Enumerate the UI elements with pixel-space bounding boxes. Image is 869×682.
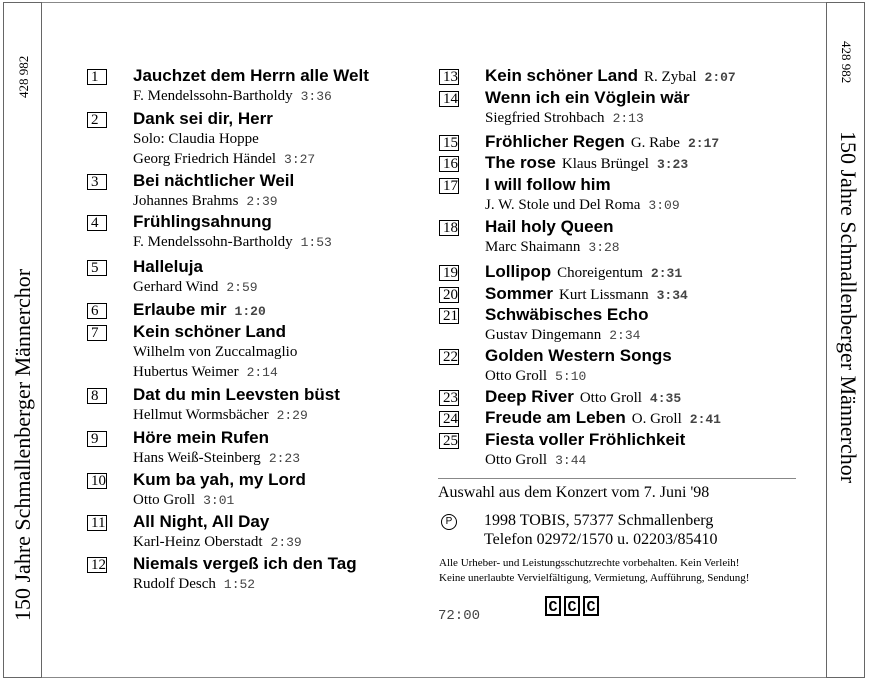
- duration: 2:39: [246, 194, 278, 209]
- composer: Johannes Brahms: [133, 193, 239, 209]
- track-title-row: [133, 300, 266, 320]
- track-number: 5: [87, 260, 107, 276]
- duration: 1:20: [234, 304, 266, 319]
- track-title-row: [485, 430, 685, 450]
- track-title-row: [485, 132, 719, 152]
- credit-line: [133, 344, 297, 361]
- credit-line: [485, 239, 620, 256]
- track-title-row: [133, 109, 273, 129]
- composer: Siegfried Strohbach: [485, 110, 605, 126]
- track-number: 8: [87, 388, 107, 404]
- track-title-row: [485, 217, 613, 237]
- composer: Hellmut Wormsbächer: [133, 407, 269, 423]
- track-title-row: [485, 346, 672, 366]
- duration: 2:34: [609, 328, 641, 343]
- track-title: The rose: [485, 153, 556, 172]
- duration: 3:36: [300, 89, 332, 104]
- duration: 3:23: [656, 157, 689, 172]
- composer: Solo: Claudia Hoppe: [133, 131, 259, 147]
- rights-line-1: Alle Urheber- und Leistungsschutzrechte vorbehalten. Kein Verleih!: [439, 557, 740, 569]
- track-title-row: [133, 470, 306, 490]
- duration: 2:17: [687, 136, 720, 151]
- track-title: Wenn ich ein Vöglein wär: [485, 88, 690, 107]
- credit-line: [133, 279, 258, 296]
- track-number: 3: [87, 174, 107, 190]
- credit-line: [133, 450, 300, 467]
- left-spine: [3, 2, 42, 678]
- track-number: 14: [439, 91, 459, 107]
- duration: 3:34: [656, 288, 688, 303]
- duration: 3:44: [555, 453, 587, 468]
- track-title-row: [485, 408, 721, 428]
- track-number: 10: [87, 473, 107, 489]
- track-title-row: [485, 88, 690, 108]
- track-title: Deep River: [485, 387, 574, 406]
- track-number: 23: [439, 390, 459, 406]
- duration: 2:31: [650, 266, 683, 281]
- track-number: 12: [87, 557, 107, 573]
- track-number: 11: [87, 515, 107, 531]
- track-title: Kein schöner Land: [133, 322, 287, 341]
- concert-note: Auswahl aus dem Konzert vom 7. Juni '98: [438, 484, 710, 501]
- duration: 2:14: [246, 365, 278, 380]
- track-title-row: [133, 428, 269, 448]
- track-number: 13: [439, 69, 459, 85]
- composer: O. Groll: [631, 411, 682, 427]
- track-title: I will follow him: [485, 175, 611, 194]
- duration: 2:07: [704, 70, 736, 85]
- ccc-code: [545, 596, 602, 616]
- track-title: Jauchzet dem Herrn alle Welt: [133, 66, 369, 85]
- duration: 5:10: [555, 369, 587, 384]
- track-title-row: [485, 262, 682, 282]
- track-number: 16: [439, 156, 459, 172]
- track-title: Golden Western Songs: [485, 346, 672, 365]
- track-title-row: [133, 385, 340, 405]
- composer: Kurt Lissmann: [559, 287, 649, 303]
- track-number: 15: [439, 135, 459, 151]
- composer: J. W. Stole und Del Roma: [485, 197, 641, 213]
- track-number: 25: [439, 433, 459, 449]
- duration: 2:39: [270, 535, 302, 550]
- duration: 3:01: [203, 493, 235, 508]
- album-title-right: 150 Jahre Schmallenberger Männerchor: [836, 131, 861, 484]
- credit-line: [485, 110, 644, 127]
- track-title-row: [133, 212, 272, 232]
- catalog-number-right: 428 982: [839, 41, 854, 84]
- composer: Rudolf Desch: [133, 576, 216, 592]
- track-title: Freude am Leben: [485, 408, 626, 427]
- track-title: Niemals vergeß ich den Tag: [133, 554, 357, 573]
- divider: [438, 478, 796, 479]
- duration: 2:41: [689, 412, 721, 427]
- track-title: Fiesta voller Fröhlichkeit: [485, 430, 686, 449]
- composer: Otto Groll: [485, 368, 548, 384]
- track-number: 1: [87, 69, 107, 85]
- track-title: Halleluja: [133, 257, 203, 276]
- duration: 1:52: [223, 577, 256, 592]
- credit-line: [133, 88, 332, 105]
- composer: G. Rabe: [630, 135, 680, 151]
- track-number: 6: [87, 303, 107, 319]
- duration: 2:13: [612, 111, 644, 126]
- phone-line: Telefon 02972/1570 u. 02203/85410: [484, 531, 718, 548]
- phonogram-icon: P: [441, 513, 457, 531]
- track-title: Hail holy Queen: [485, 217, 614, 236]
- track-title: Bei nächtlicher Weil: [133, 171, 295, 190]
- duration: 2:29: [276, 408, 308, 423]
- track-title: Dat du min Leevsten büst: [133, 385, 340, 404]
- composer: Wilhelm von Zuccalmaglio: [133, 344, 298, 360]
- track-title: Frühlingsahnung: [133, 212, 272, 231]
- track-title: Kein schöner Land: [485, 66, 639, 85]
- total-time: 72:00: [438, 608, 481, 624]
- track-number: 17: [439, 178, 459, 194]
- track-title-row: [485, 284, 688, 304]
- credit-line: [133, 534, 302, 551]
- copyright-line: 1998 TOBIS, 57377 Schmallenberg: [484, 512, 714, 529]
- track-title: Sommer: [485, 284, 554, 303]
- composer: Otto Groll: [133, 492, 196, 508]
- track-title-row: [133, 322, 286, 342]
- duration: 3:28: [588, 240, 620, 255]
- track-title-row: [485, 66, 736, 86]
- track-title: Kum ba yah, my Lord: [133, 470, 306, 489]
- credit-line: [133, 193, 278, 210]
- track-title-row: [133, 554, 357, 574]
- composer: Choreigentum: [557, 265, 643, 281]
- track-title-row: [133, 66, 369, 86]
- composer: Georg Friedrich Händel: [133, 151, 277, 167]
- composer: Otto Groll: [485, 452, 548, 468]
- track-title: Dank sei dir, Herr: [133, 109, 273, 128]
- credit-line: [485, 327, 640, 344]
- composer: Gerhard Wind: [133, 279, 219, 295]
- track-number: 9: [87, 431, 107, 447]
- duration: 3:27: [284, 152, 316, 167]
- track-title-row: [485, 305, 648, 325]
- composer: R. Zybal: [644, 69, 697, 85]
- track-title-row: [485, 387, 681, 407]
- composer: Marc Shaimann: [485, 239, 581, 255]
- credit-line: [485, 452, 586, 469]
- duration: 4:35: [649, 391, 682, 406]
- right-spine: [826, 2, 865, 678]
- track-title-row: [485, 153, 688, 173]
- track-title: Fröhlicher Regen: [485, 132, 625, 151]
- track-number: 22: [439, 349, 459, 365]
- track-title-row: [133, 171, 294, 191]
- track-title: Lollipop: [485, 262, 552, 281]
- composer: F. Mendelssohn-Bartholdy: [133, 88, 293, 104]
- ccc-letter: C: [545, 596, 561, 616]
- duration: 2:59: [226, 280, 258, 295]
- credit-line: [133, 492, 234, 509]
- track-number: 19: [439, 265, 459, 281]
- duration: 3:09: [648, 198, 680, 213]
- composer: Hans Weiß-Steinberg: [133, 450, 261, 466]
- composer: Karl-Heinz Oberstadt: [133, 534, 263, 550]
- track-number: 7: [87, 325, 107, 341]
- composer: Gustav Dingemann: [485, 327, 602, 343]
- track-number: 21: [439, 308, 459, 324]
- track-title: Schwäbisches Echo: [485, 305, 649, 324]
- credit-line: [133, 131, 259, 148]
- credit-line: [133, 407, 308, 424]
- credit-line: [485, 197, 680, 214]
- track-number: 20: [439, 287, 459, 303]
- composer: F. Mendelssohn-Bartholdy: [133, 234, 293, 250]
- composer: Otto Groll: [579, 390, 642, 406]
- composer: Hubertus Weimer: [133, 364, 239, 380]
- track-number: 24: [439, 411, 459, 427]
- track-title: Höre mein Rufen: [133, 428, 270, 447]
- credit-line: [485, 368, 586, 385]
- track-title-row: [133, 512, 269, 532]
- duration: 1:53: [300, 235, 332, 250]
- track-number: 18: [439, 220, 459, 236]
- credit-line: [133, 151, 315, 168]
- ccc-letter: C: [583, 596, 599, 616]
- composer: Klaus Brüngel: [561, 156, 649, 172]
- track-title-row: [133, 257, 203, 277]
- credit-line: [133, 234, 332, 251]
- credit-line: [133, 364, 278, 381]
- rights-line-2: Keine unerlaubte Vervielfältigung, Vermietung, Aufführung, Sendung!: [439, 572, 750, 584]
- track-number: 2: [87, 112, 107, 128]
- credit-line: [133, 576, 255, 593]
- track-title-row: [485, 175, 611, 195]
- duration: 2:23: [268, 451, 301, 466]
- ccc-letter: C: [564, 596, 580, 616]
- track-title: All Night, All Day: [133, 512, 270, 531]
- track-title: Erlaube mir: [133, 300, 227, 319]
- album-title-left: 150 Jahre Schmallenberger Männerchor: [10, 268, 35, 621]
- catalog-number-left: 428 982: [16, 55, 31, 98]
- track-number: 4: [87, 215, 107, 231]
